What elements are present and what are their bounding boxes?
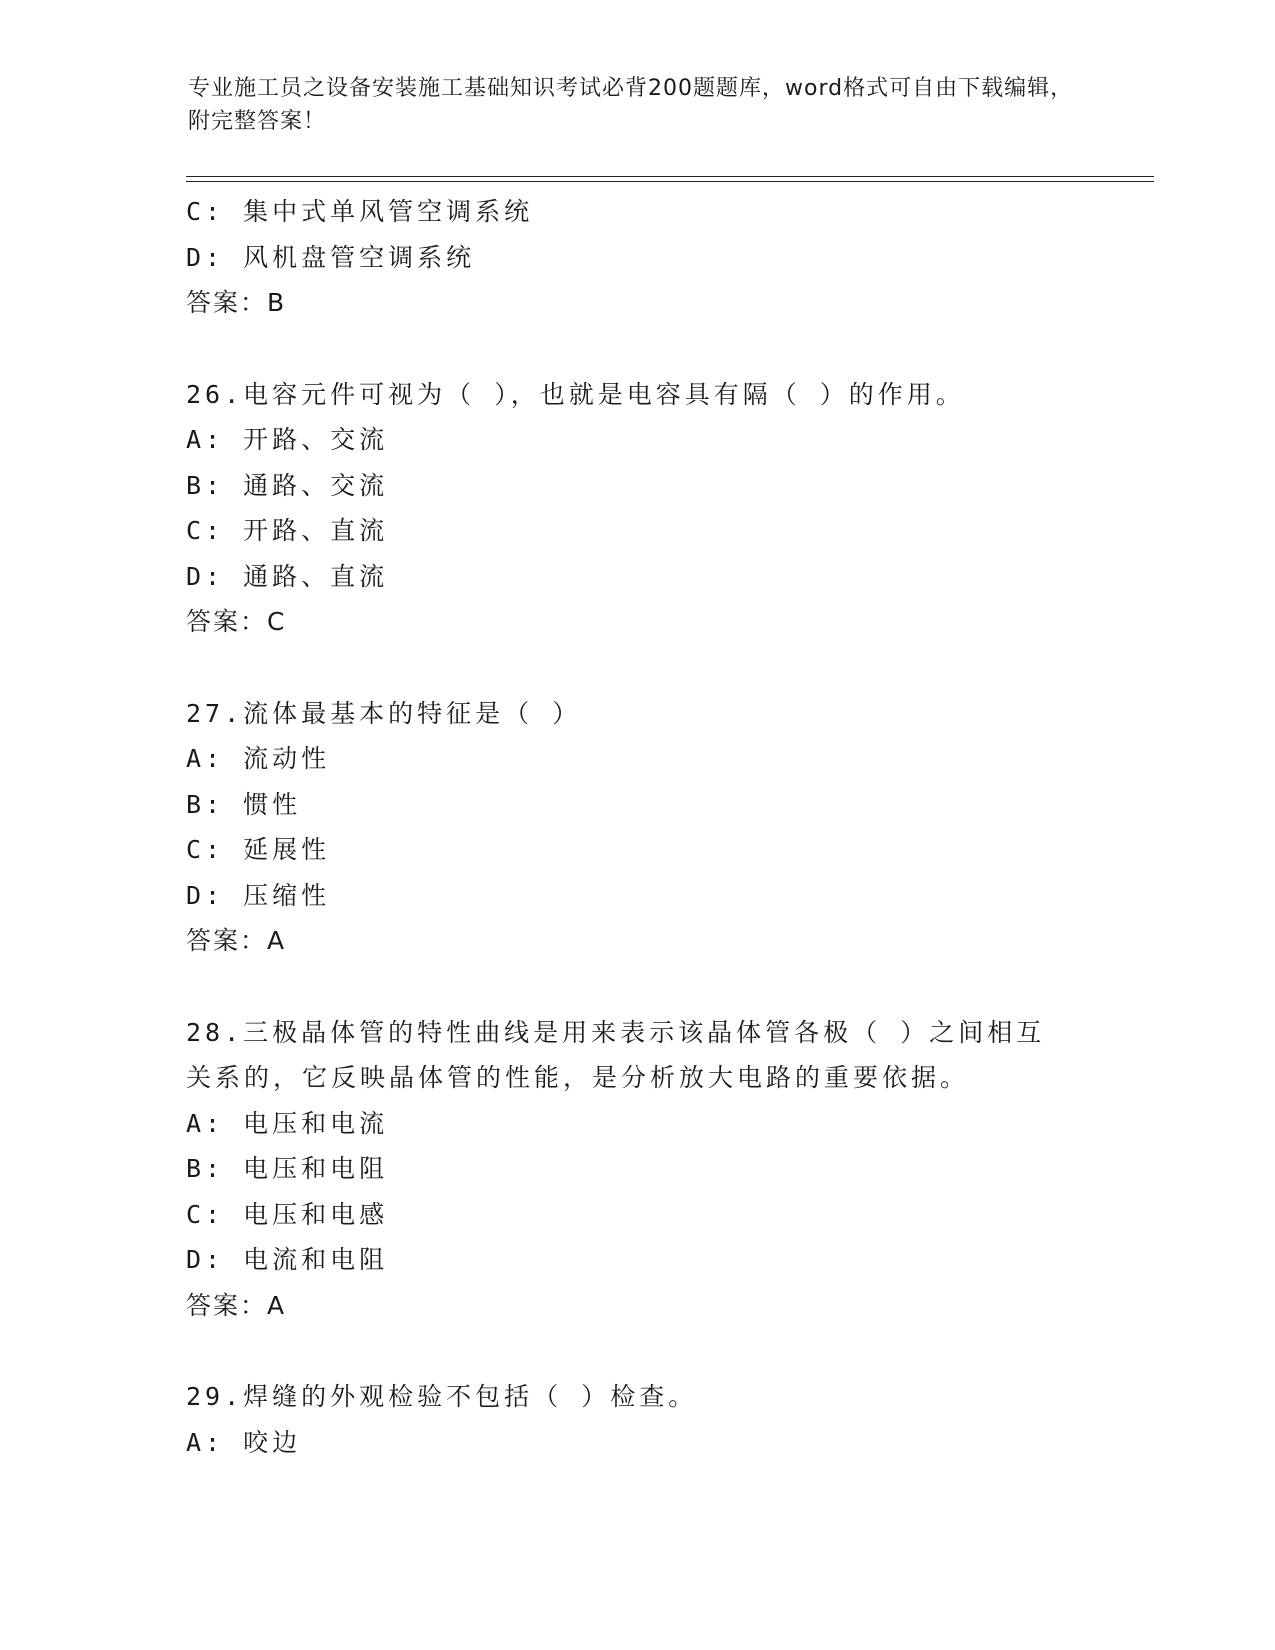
question-list	[186, 189, 1086, 1465]
answer-line: 答案：C	[186, 607, 287, 636]
option-d: D: 通路、直流	[186, 561, 389, 591]
option-a: A: 流动性	[186, 744, 331, 773]
option-c: C: 开路、直流	[186, 516, 389, 545]
option-d: D: 压缩性	[186, 880, 331, 910]
option-a: A: 电压和电流	[186, 1108, 389, 1138]
spacer	[186, 645, 1086, 691]
option-d: D: 风机盘管空调系统	[186, 242, 476, 272]
question-stem-29: 29.焊缝的外观检验不包括（ ）检查。	[186, 1382, 698, 1411]
option-a: A: 咬边	[186, 1427, 302, 1457]
spacer	[186, 964, 1086, 1010]
question-stem-28: 28.三极晶体管的特性曲线是用来表示该晶体管各极（ ）之间相互关系的，它反映晶体管的性能，是分析放大电路的重要依据。	[186, 1017, 1046, 1092]
spacer	[186, 1328, 1086, 1374]
header-rule-bottom	[186, 181, 1154, 182]
option-b: B: 通路、交流	[186, 470, 389, 500]
option-c: C: 电压和电感	[186, 1199, 389, 1229]
spacer	[186, 326, 1086, 372]
option-b: B: 电压和电阻	[186, 1154, 389, 1183]
option-c: C: 延展性	[186, 835, 331, 864]
question-stem-26: 26.电容元件可视为（ ），也就是电容具有隔（ ）的作用。	[186, 379, 965, 409]
answer-line: 答案：A	[186, 1290, 287, 1320]
option-b: B: 惯性	[186, 789, 302, 819]
question-stem-27: 27.流体最基本的特征是（ ）	[186, 698, 582, 728]
option-a: A: 开路、交流	[186, 425, 389, 454]
answer-line: 答案：A	[186, 926, 287, 955]
header-rule-top	[186, 176, 1154, 177]
option-c: C: 集中式单风管空调系统	[186, 197, 534, 226]
option-d: D: 电流和电阻	[186, 1245, 389, 1274]
document-header: 专业施工员之设备安装施工基础知识考试必背200题题库，word格式可自由下载编辑，附完整答案！	[188, 76, 1074, 134]
answer-line: 答案：B	[186, 288, 287, 317]
